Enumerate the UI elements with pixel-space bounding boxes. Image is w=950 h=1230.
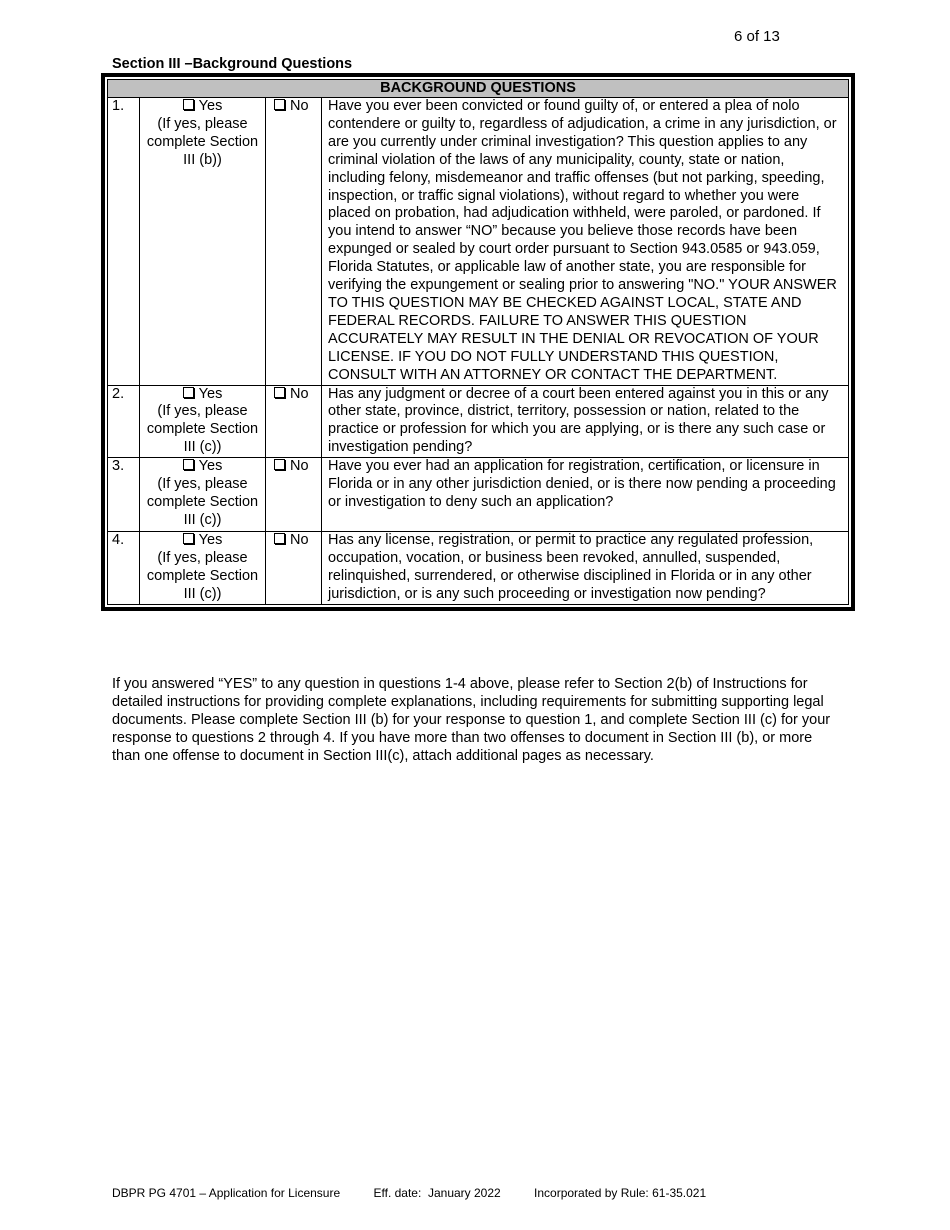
yes-label: Yes [198, 98, 223, 114]
footer-form: DBPR PG 4701 – Application for Licensure [112, 1186, 341, 1200]
yes-note: (If yes, please complete Section III (c)) [146, 403, 259, 456]
yes-note: (If yes, please complete Section III (b)) [146, 115, 259, 168]
question-number: 1. [108, 98, 140, 386]
yes-label: Yes [198, 532, 223, 549]
checkbox-icon[interactable] [183, 387, 194, 398]
checkbox-icon[interactable] [274, 99, 285, 110]
no-label: No [290, 98, 309, 114]
yes-note: (If yes, please complete Section III (c)) [146, 476, 259, 528]
question-row-2 [108, 385, 849, 458]
no-label: No [290, 385, 309, 402]
question-text: Have you ever had an application for registration, certification, or licensure in Florida or in any other jurisdiction denied, or is there now pending a proceeding or investigation to deny such an application? [322, 458, 849, 532]
instructions-paragraph: If you answered “YES” to any question in questions 1-4 above, please refer to Section 2(b) of Instructions for detailed instructions for providing complete explanations, including requirements for submitting supporting legal documents. Please complete Section III (b) for your response to question 1, and complete Section III (c) for your response to questions 2 through 4. If you have more than two offenses to document in Section III (b), or more than one offense to document in Section III(c), attach additional pages as necessary. [112, 676, 831, 764]
question-row-4 [108, 532, 849, 605]
question-row-3 [108, 458, 849, 532]
question-number: 3. [108, 458, 140, 532]
footer-rule: Incorporated by Rule: 61-35.021 [534, 1186, 707, 1200]
question-text: Has any license, registration, or permit to practice any regulated profession, occupation, vocation, or business been revoked, annulled, suspended, relinquished, surrendered, or otherwise disciplined in Florida or in any other jurisdiction, or is any such proceeding or investigation now pending? [322, 532, 849, 605]
background-questions-table [101, 73, 855, 611]
checkbox-icon[interactable] [183, 99, 194, 110]
yes-label: Yes [198, 385, 223, 402]
yes-option[interactable] [140, 385, 266, 458]
checkbox-icon[interactable] [183, 459, 194, 470]
question-text: Has any judgment or decree of a court been entered against you in this or any other state, province, district, territory, possession or nation, related to the practice or profession for which you are applying, or is there any such case or investigation pending? [322, 385, 849, 458]
question-number: 4. [108, 532, 140, 605]
table-header: BACKGROUND QUESTIONS [108, 80, 849, 98]
section-title: Section III –Background Questions [112, 56, 353, 72]
no-label: No [290, 458, 309, 475]
yes-option[interactable] [140, 458, 266, 532]
question-number: 2. [108, 385, 140, 458]
no-option[interactable] [266, 532, 322, 605]
no-option[interactable] [266, 385, 322, 458]
yes-option[interactable] [140, 98, 266, 386]
yes-note: (If yes, please complete Section III (c)) [146, 550, 259, 602]
checkbox-icon[interactable] [274, 459, 285, 470]
no-option[interactable] [266, 98, 322, 386]
yes-option[interactable] [140, 532, 266, 605]
no-option[interactable] [266, 458, 322, 532]
checkbox-icon[interactable] [274, 387, 285, 398]
question-text: Have you ever been convicted or found guilty of, or entered a plea of nolo contendere or guilty to, regardless of adjudication, a crime in any jurisdiction, or are you currently under criminal investigation? This question applies to any criminal violation of the laws of any municipality, county, state or nation, including felony, misdemeanor and traffic offenses (but not parking, speeding, inspection, or traffic signal violations), without regard to whether you were placed on probation, had adjudication withheld, were paroled, or pardoned. If you intend to answer “NO” because you believe those records have been expunged or sealed by court order pursuant to Section 943.0585 or 943.059, Florida Statutes, or applicable law of another state, you are responsible for verifying the expungement or sealing prior to answering "NO." YOUR ANSWER TO THIS QUESTION MAY BE CHECKED AGAINST LOCAL, STATE AND FEDERAL RECORDS. FAILURE TO ANSWER THIS QUESTION ACCURATELY MAY RESULT IN THE DENIAL OR REVOCATION OF YOUR LICENSE. IF YOU DO NOT FULLY UNDERSTAND THIS QUESTION, CONSULT WITH AN ATTORNEY OR CONTACT THE DEPARTMENT. [322, 98, 849, 386]
question-row-1 [108, 98, 849, 386]
checkbox-icon[interactable] [183, 533, 194, 544]
footer [112, 1186, 706, 1200]
checkbox-icon[interactable] [274, 533, 285, 544]
no-label: No [290, 532, 309, 549]
footer-eff-date: Eff. date: January 2022 [373, 1186, 501, 1200]
yes-label: Yes [198, 458, 223, 475]
page-number: 6 of 13 [734, 28, 780, 45]
